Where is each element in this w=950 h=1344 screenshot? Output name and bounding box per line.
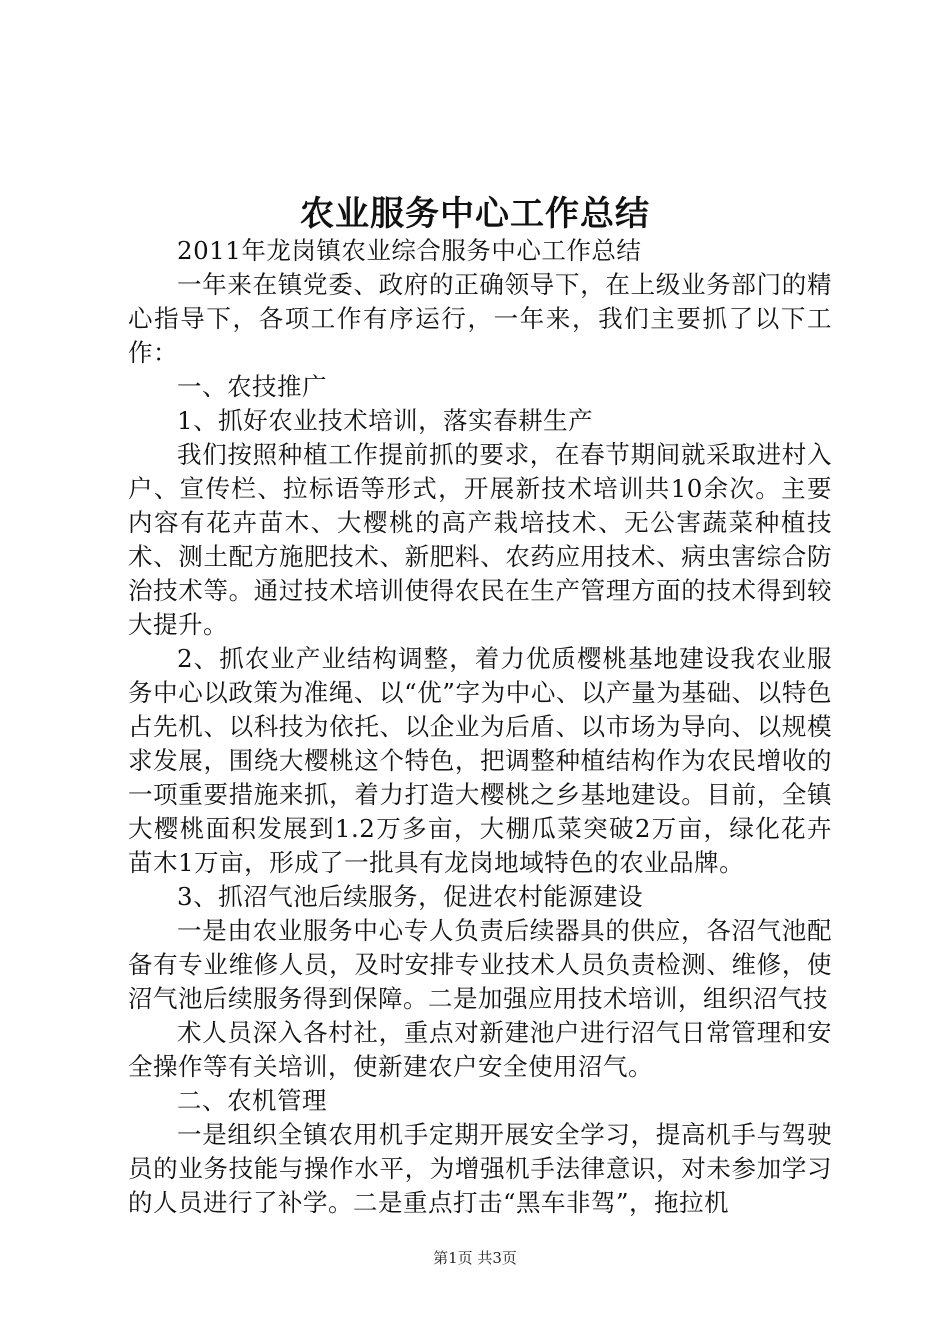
paragraph-biogas-service: 一是由农业服务中心专人负责后续器具的供应，各沼气池配备有专业维修人员，及时安排专业技术人员负责检测、维修，使沼气池后续服务得到保障。二是加强应用技术培训，组织沼气技 — [128, 916, 832, 1013]
paragraph-structure-adjustment: 2、抓农业产业结构调整，着力优质樱桃基地建设我农业服务中心以政策为准绳、以“优”字为中心、以产量为基础、以特色占先机、以科技为依托、以企业为后盾、以市场为导向、以规模求发展，围绕大樱桃这个特色，把调整种植结构作为农民增收的一项重要措施来抓，着力打造大樱桃之乡基地建设。目前，全镇大樱桃面积发展到1.2万多亩，大棚瓜菜突破2万亩，绿化花卉苗木1万亩，形成了一批具有龙岗地域特色的农业品牌。 — [128, 644, 832, 877]
paragraph-machinery: 一是组织全镇农用机手定期开展安全学习，提高机手与驾驶员的业务技能与操作水平，为增强机手法律意识，对未参加学习的人员进行了补学。二是重点打击“黑车非驾”，拖拉机 — [128, 1120, 832, 1217]
page-footer: 第1页 共3页 — [433, 1249, 517, 1267]
paragraph-intro: 一年来在镇党委、政府的正确领导下，在上级业务部门的精心指导下，各项工作有序运行，一年来，我们主要抓了以下工作： — [128, 270, 832, 367]
subheading-training: 1、抓好农业技术培训，落实春耕生产 — [177, 406, 594, 435]
paragraph-training: 我们按照种植工作提前抓的要求，在春节期间就采取进村入户、宣传栏、拉标语等形式，开展新技术培训共10余次。主要内容有花卉苗木、大樱桃的高产栽培技术、无公害蔬菜种植技术、测土配方施肥技术、新肥料、农药应用技术、病虫害综合防治技术等。通过技术培训使得农民在生产管理方面的技术得到较大提升。 — [128, 440, 832, 639]
section-heading-machinery: 二、农机管理 — [177, 1086, 327, 1115]
paragraph-subtitle: 2011年龙岗镇农业综合服务中心工作总结 — [177, 236, 642, 265]
document-body — [128, 234, 832, 1220]
section-heading-agritech: 一、农技推广 — [177, 372, 327, 401]
document-title: 农业服务中心工作总结 — [300, 194, 650, 234]
subheading-biogas: 3、抓沼气池后续服务，促进农村能源建设 — [177, 882, 644, 911]
paragraph-biogas-training: 术人员深入各村社，重点对新建池户进行沼气日常管理和安全操作等有关培训，使新建农户安全使用沼气。 — [128, 1018, 832, 1081]
